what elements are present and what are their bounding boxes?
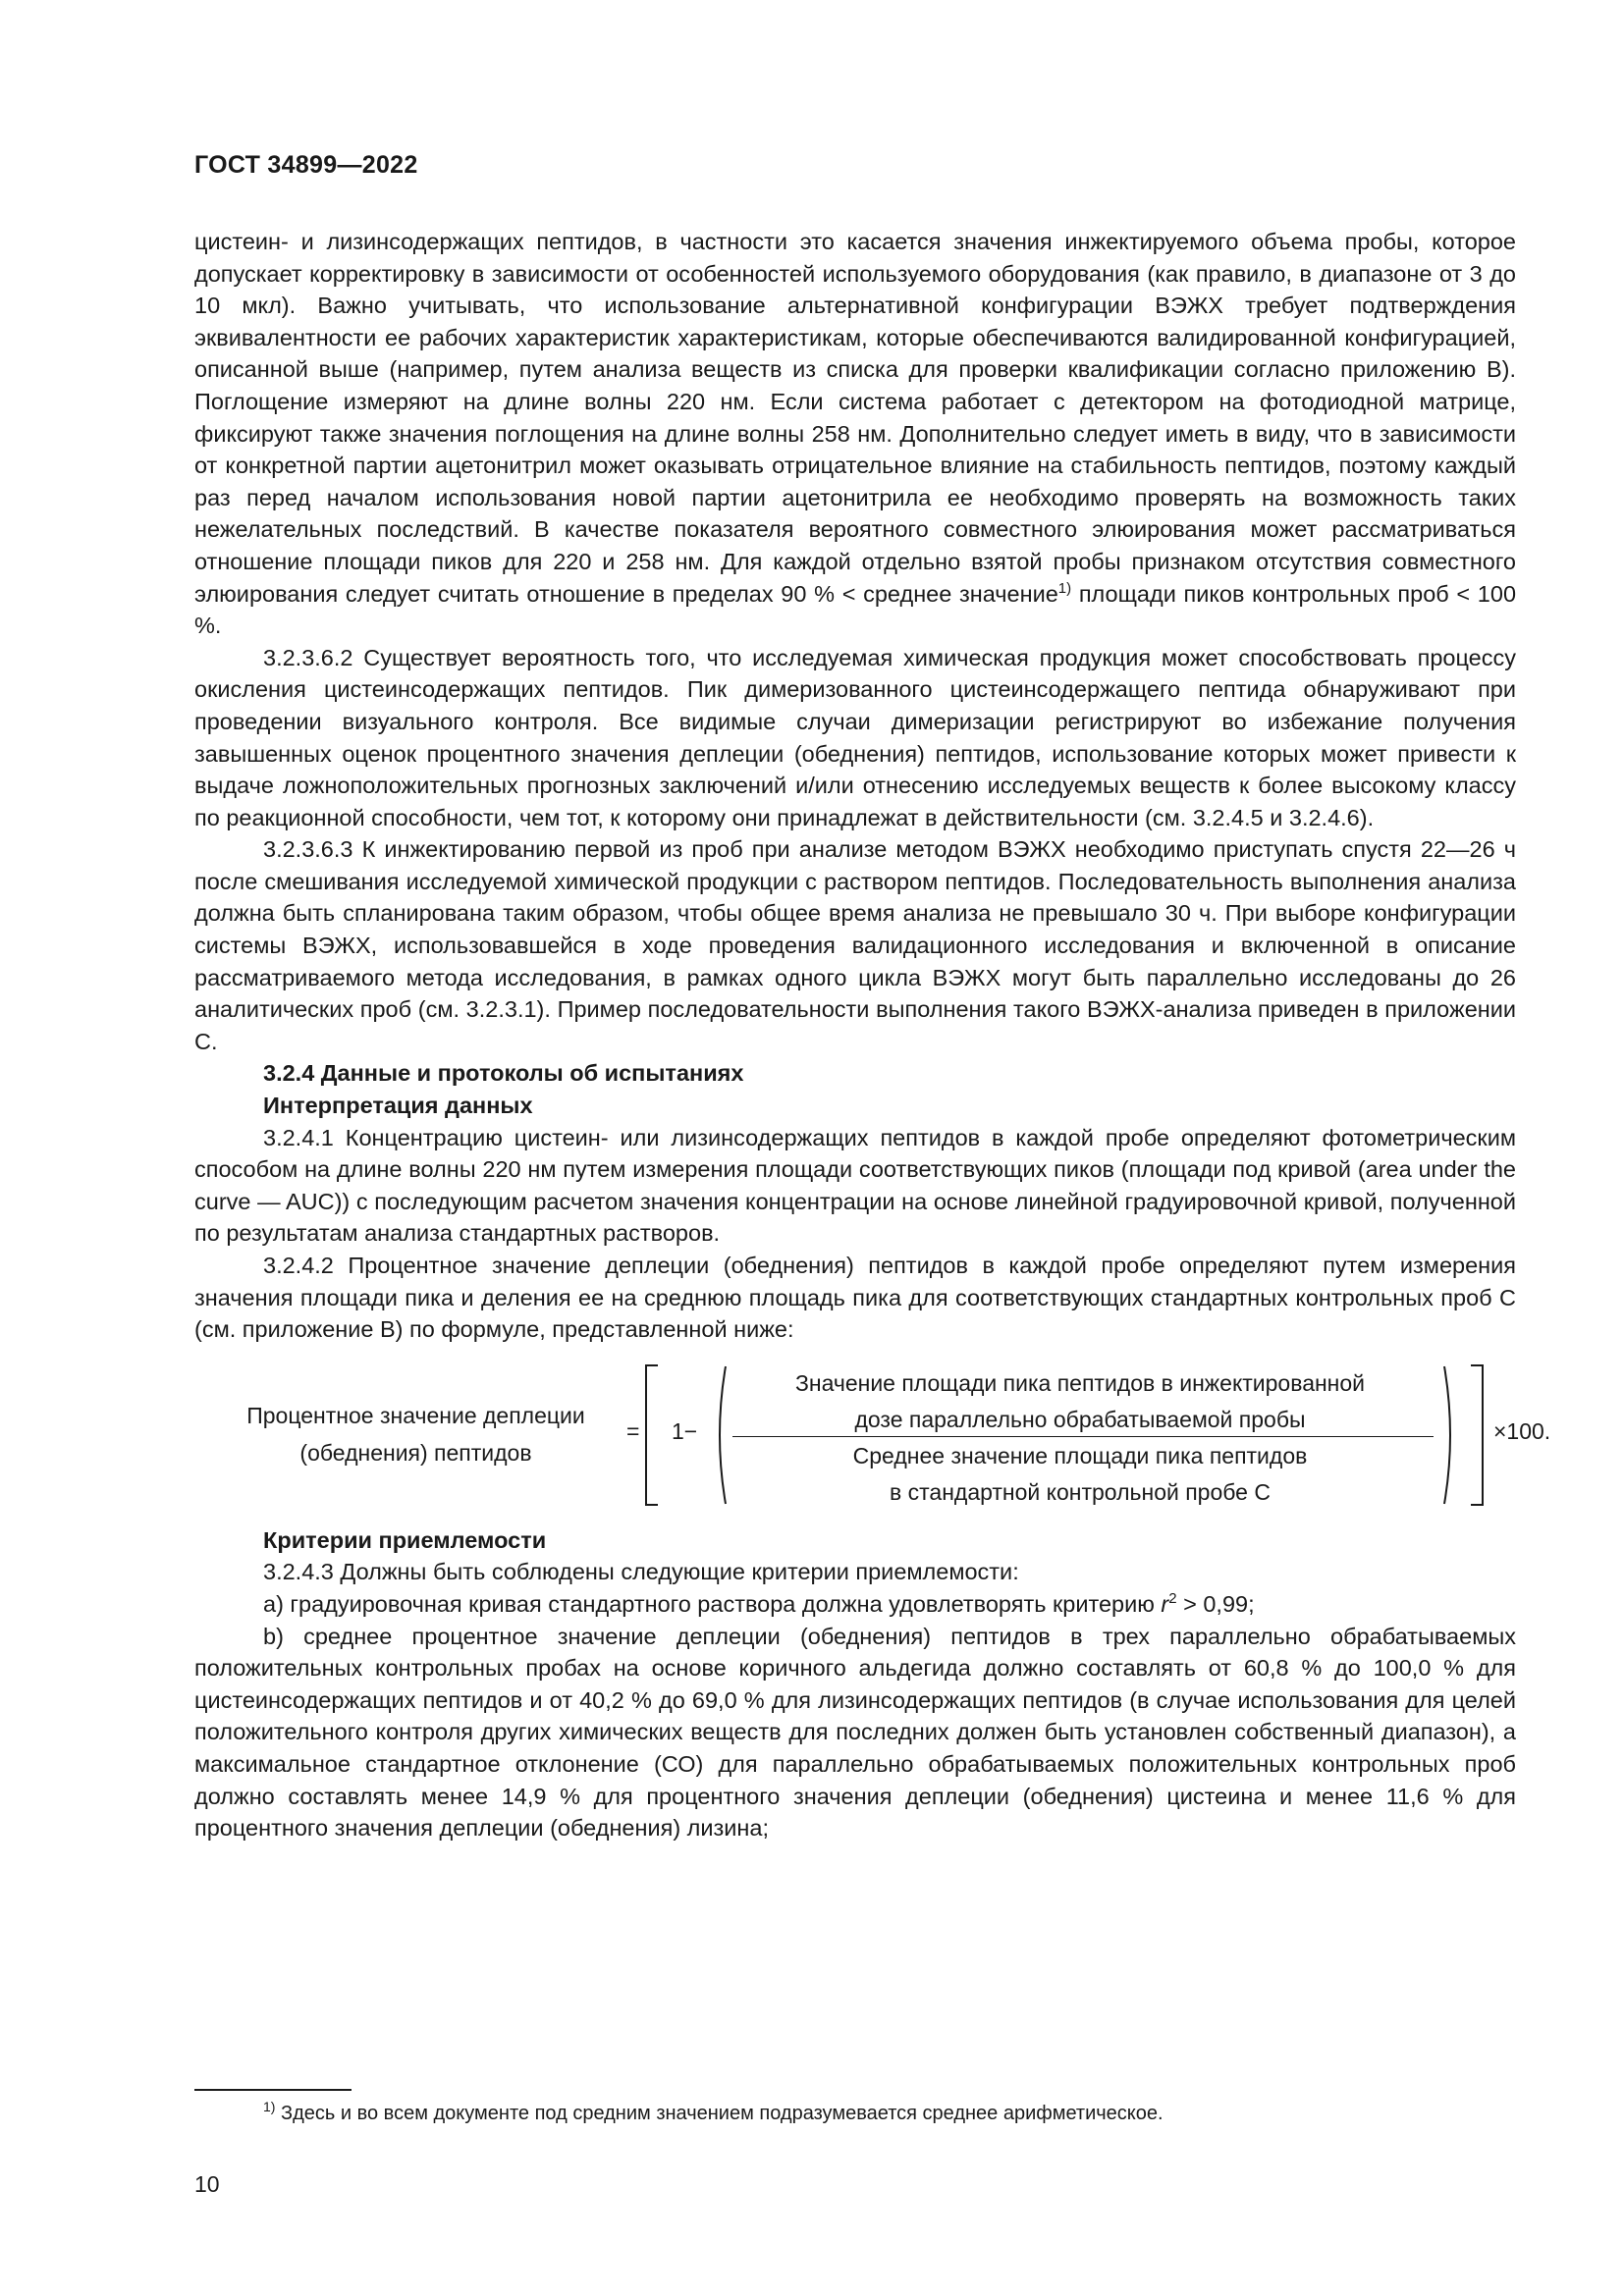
- formula-lhs: [212, 1397, 620, 1471]
- paragraph-continuation: [194, 226, 1516, 642]
- footnote-ref: 1): [1057, 579, 1072, 597]
- paragraph-3-2-4-1: 3.2.4.1 Концентрацию цистеин- или лизинсодержащих пептидов в каждой пробе определяют фотометрическим способом на длине волны 220 нм путем измерения площади соответствующих пиков (площади под кривой (area under the curve — AUC)) с последующим расчетом значения концентрации на основе линейной градуировочной кривой, полученной по результатам анализа стандартных растворов.: [194, 1124, 1516, 1247]
- footnote-mark: 1): [263, 2099, 276, 2114]
- paragraph-3-2-4-2: 3.2.4.2 Процентное значение деплеции (обеднения) пептидов в каждой пробе определяют путем измерения значения площади пика и деления ее на среднюю площадь пика для соответствующих стандартных контрольных проб С (см. приложение В) по формуле, представленной ниже:: [194, 1253, 1516, 1343]
- right-paren-icon: [1441, 1363, 1459, 1507]
- depletion-formula: [194, 1360, 1551, 1507]
- text-run: > 0,99;: [1183, 1590, 1255, 1617]
- formula-denominator: [707, 1438, 1453, 1511]
- text-run: a) градуировочная кривая стандартного раствора должна удовлетворять критерию: [263, 1590, 1155, 1617]
- paragraph-3-2-4-3: 3.2.4.3 Должны быть соблюдены следующие критерии приемлемости:: [263, 1559, 1019, 1585]
- fraction-bar: [732, 1436, 1434, 1437]
- formula-equals: =: [626, 1417, 640, 1444]
- left-square-bracket-icon: [642, 1363, 662, 1507]
- r-variable: r: [1161, 1590, 1169, 1617]
- footnote-divider: [194, 2089, 352, 2091]
- formula-den-line: Среднее значение площади пика пептидов: [852, 1442, 1308, 1468]
- formula-numerator: [707, 1365, 1453, 1438]
- formula-one-minus: 1−: [672, 1417, 698, 1444]
- r-exponent: 2: [1168, 1589, 1177, 1607]
- section-heading-3-2-4: 3.2.4 Данные и протоколы об испытаниях: [263, 1060, 744, 1087]
- criterion-b: b) среднее процентное значение деплеции (обеднения) пептидов в трех параллельно обрабатываемых положительных контрольных пробах на основе коричного альдегида должно составлять от 60,8 % до 100,0 % для цистеинсодержащих пептидов и от 40,2 % до 69,0 % для лизинсодержащих пептидов (в случае использования для целей положительного контроля других химических веществ для последних должен быть установлен собственный диапазон), а максимальное стандартное отклонение (СО) для параллельно обрабатываемых положительных контрольных проб должно составлять менее 14,9 % для процентного значения деплеции (обеднения) цистеина и менее 11,6 % для процентного значения деплеции (обеднения) лизина;: [194, 1623, 1516, 1842]
- formula-multiplier: ×100.: [1493, 1417, 1551, 1444]
- formula-lhs-line: Процентное значение деплеции: [246, 1402, 585, 1428]
- main-text: [194, 226, 1551, 1844]
- formula-lhs-line: (обеднения) пептидов: [299, 1439, 532, 1466]
- formula-num-line: дозе параллельно обрабатываемой пробы: [854, 1406, 1306, 1432]
- paragraph-3-2-3-6-2: 3.2.3.6.2 Существует вероятность того, что исследуемая химическая продукция может способствовать процессу окисления цистеинсодержащих пептидов. Пик димеризованного цистеинсодержащего пептида обнаруживают при проведении визуального контроля. Все видимые случаи димеризации регистрируют во избежание получения завышенных оценок процентного значения деплеции (обеднения) пептидов, использование которых может привести к выдаче ложноположительных прогнозных заключений и/или отнесению исследуемых веществ к более высокому классу по реакционной способности, чем тот, к которому они принадлежат в действительности (см. 3.2.4.5 и 3.2.4.6).: [194, 644, 1516, 830]
- text-run: цистеин- и лизинсодержащих пептидов, в частности это касается значения инжектируемого объема пробы, которое допускает корректировку в зависимости от особенностей используемого оборудования (как правило, в диапазоне от 3 до 10 мкл). Важно учитывать, что использование альтернативной конфигурации ВЭЖХ требует подтверждения эквивалентности ее рабочих характеристик характеристикам, которые обеспечиваются валидированной конфигурацией, описанной выше (например, путем анализа веществ из списка для проверки квалификации согласно приложению В). Поглощение измеряют на длине волны 220 нм. Если система работает с детектором на фотодиодной матрице, фиксируют также значения поглощения на длине волны 258 нм. Дополнительно следует иметь в виду, что в зависимости от конкретной партии ацетонитрил может оказывать отрицательное влияние на стабильность пептидов, поэтому каждый раз перед началом использования новой партии ацетонитрила ее необходимо проверять на возможность таких нежелательных последствий. В качестве показателя вероятного совместного элюирования может рассматриваться отношение площади пиков для 220 и 258 нм. Для каждой отдельно взятой пробы признаком отсутствия совместного элюирования следует считать отношение в пределах 90 % < среднее значение: [194, 229, 1516, 607]
- footnote-text: Здесь и во всем документе под средним значением подразумевается среднее арифметическое.: [281, 2103, 1164, 2124]
- paragraph-3-2-3-6-3: 3.2.3.6.3 К инжектированию первой из проб при анализе методом ВЭЖХ необходимо приступать спустя 22—26 ч после смешивания исследуемой химической продукции с раствором пептидов. Последовательность выполнения анализа должна быть спланирована таким образом, чтобы общее время анализа не превышало 30 ч. При выборе конфигурации системы ВЭЖХ, использовавшейся в ходе проведения валидационного исследования и включенной в описание рассматриваемого метода исследования, в рамках одного цикла ВЭЖХ могут быть параллельно исследованы до 26 аналитических проб (см. 3.2.3.1). Пример последовательности выполнения такого ВЭЖХ-анализа приведен в приложении С.: [194, 836, 1516, 1054]
- document-code: ГОСТ 34899—2022: [194, 151, 418, 179]
- criterion-a: [194, 1588, 1516, 1621]
- subheading-acceptance-criteria: Критерии приемлемости: [263, 1526, 547, 1553]
- footnote: [263, 2099, 1164, 2125]
- right-square-bracket-icon: [1467, 1363, 1487, 1507]
- formula-den-line: в стандартной контрольной пробе С: [890, 1478, 1271, 1505]
- subheading-data-interpretation: Интерпретация данных: [263, 1093, 533, 1119]
- text-run: площади пиков контрольных проб < 100 %.: [194, 580, 1517, 639]
- page-number: 10: [194, 2171, 220, 2197]
- formula-num-line: Значение площади пика пептидов в инжектированной: [794, 1369, 1366, 1396]
